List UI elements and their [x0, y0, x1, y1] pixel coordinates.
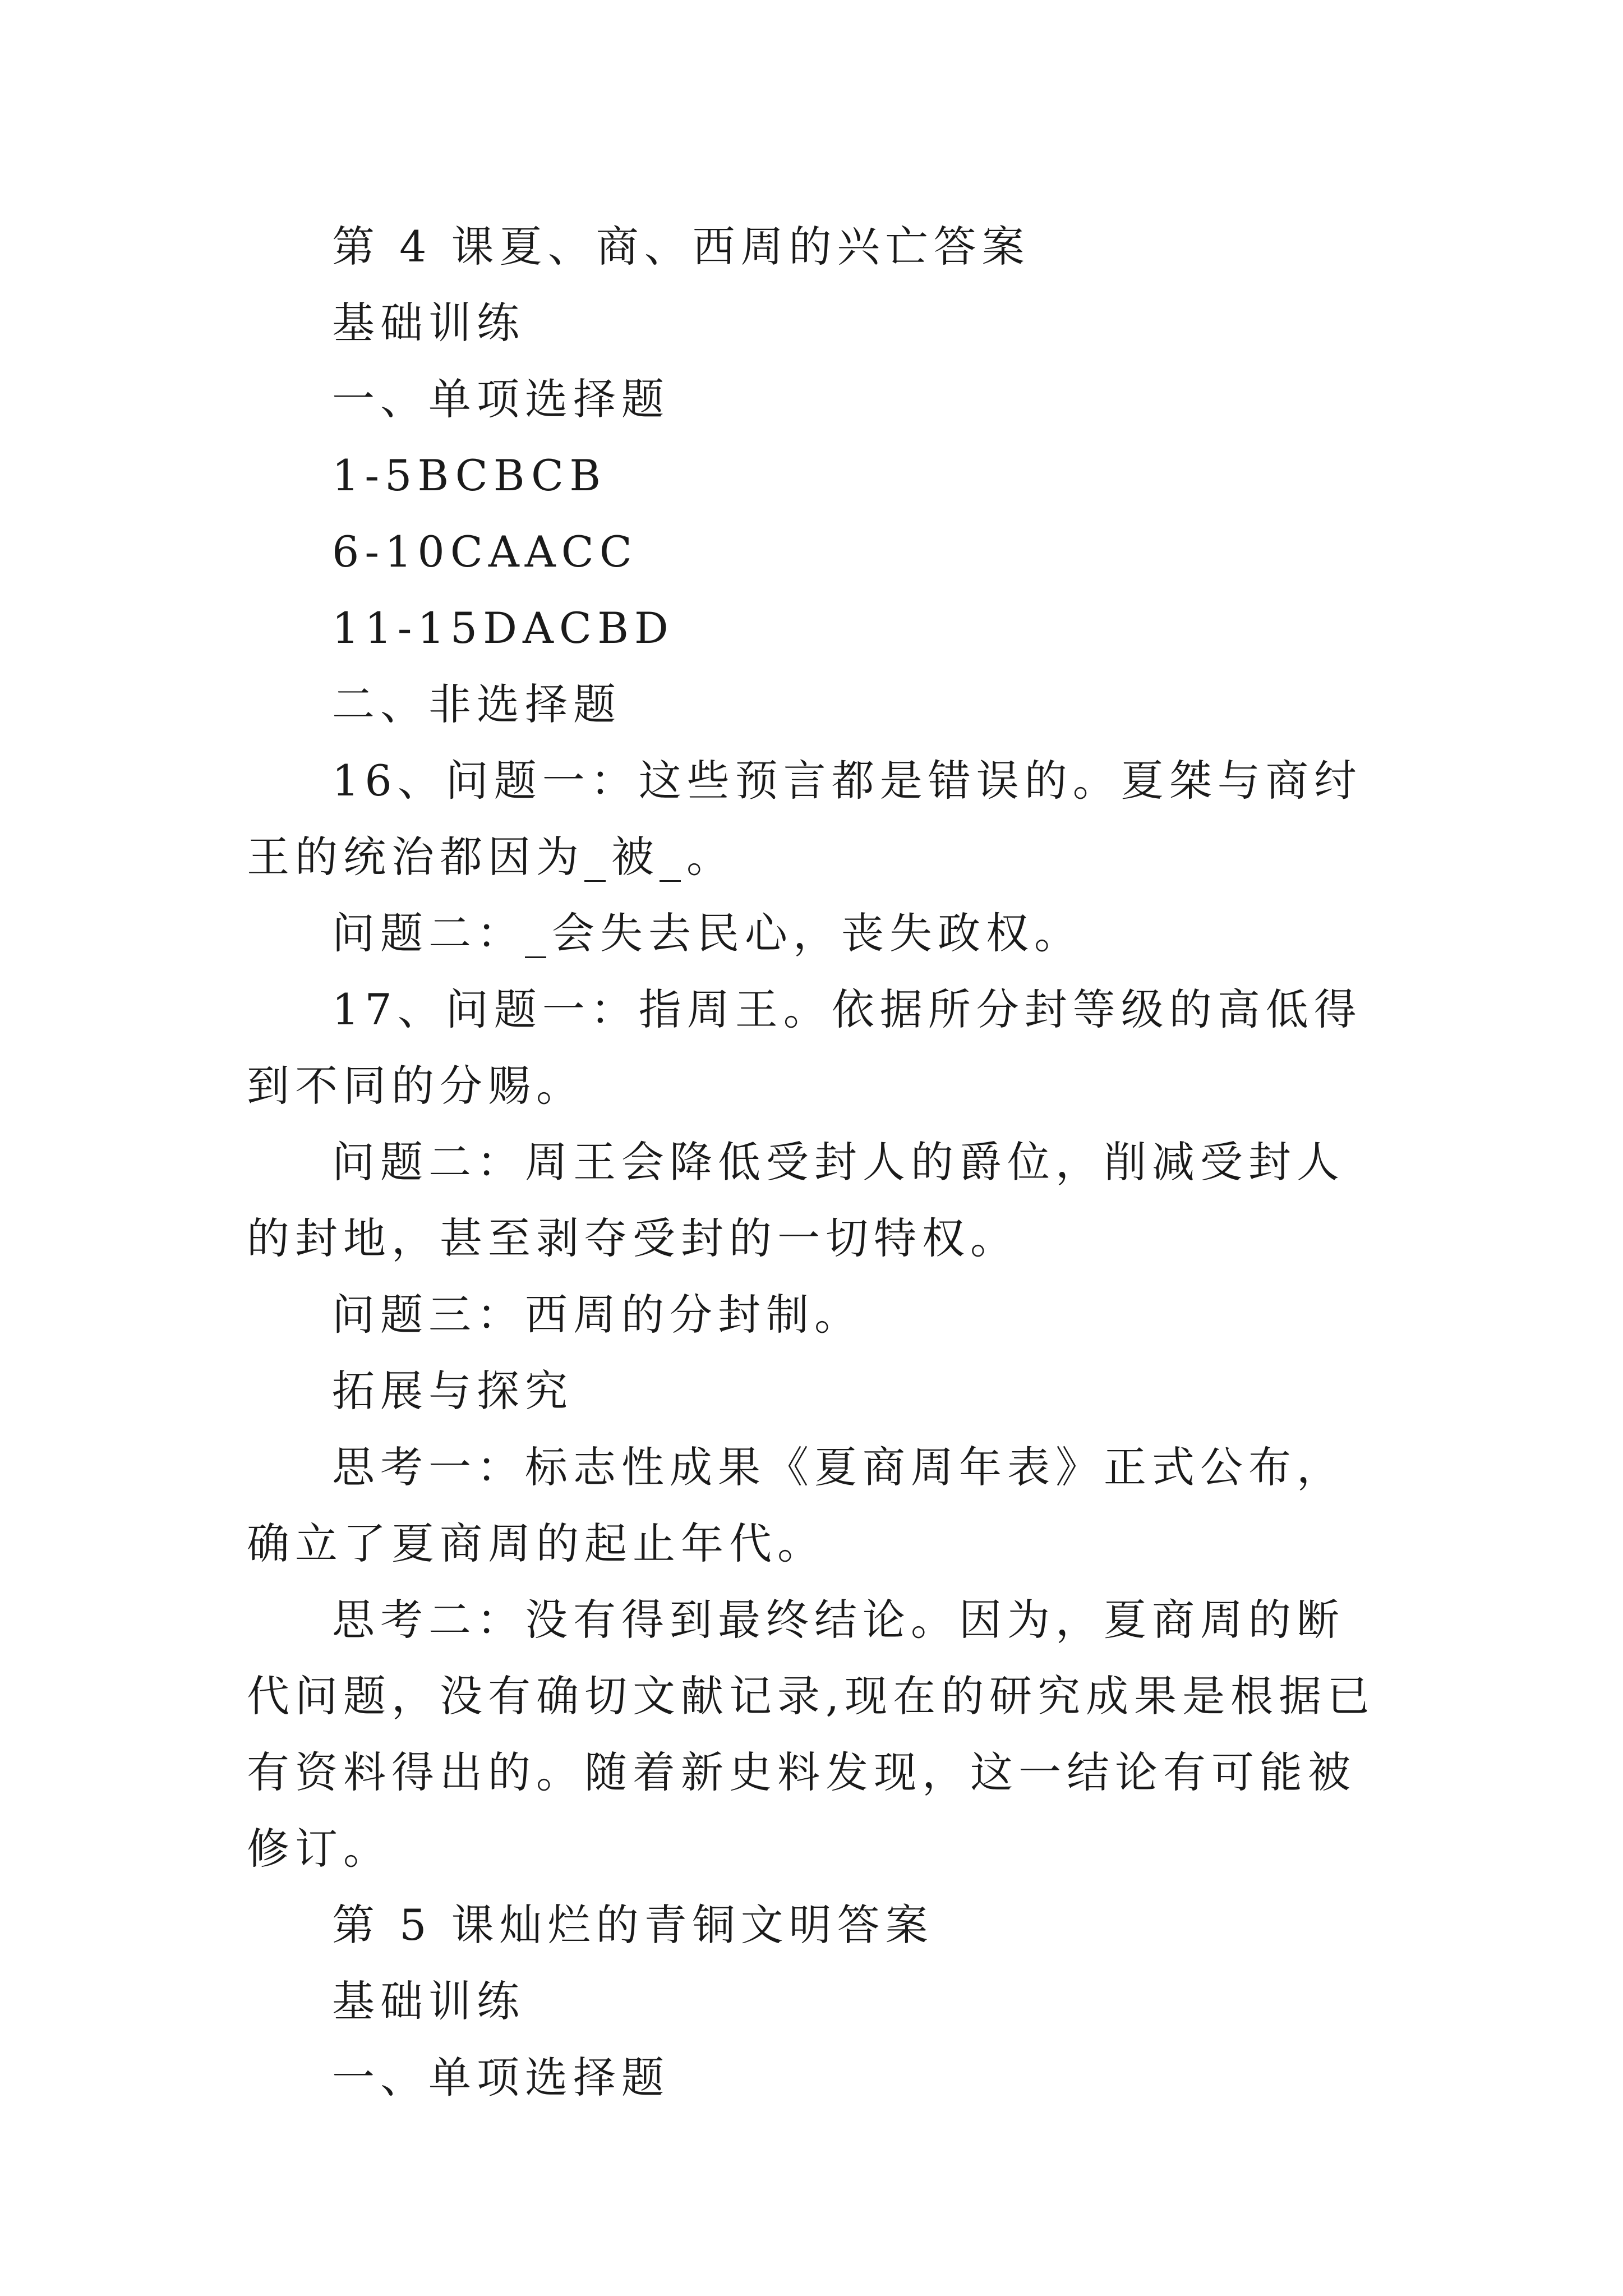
lesson-5-title: 第 5 课灿烂的青铜文明答案	[332, 1900, 934, 1950]
subsection-heading-multiple-choice-2: 一、单项选择题	[332, 2053, 670, 2102]
document-body	[247, 209, 1391, 2116]
section-heading-extension: 拓展与探究	[332, 1366, 573, 1416]
lesson-4-title: 第 4 课夏、商、西周的兴亡答案	[332, 222, 1030, 272]
answer-17-question-1: 17、问题一：指周王。依据所分封等级的高低得到不同的分赐。	[247, 984, 1362, 1111]
answer-17-question-3: 问题三：西周的分封制。	[332, 1290, 863, 1340]
section-heading-basic-training: 基础训练	[332, 298, 525, 348]
subsection-heading-non-choice: 二、非选择题	[332, 679, 621, 729]
section-heading-basic-training-2: 基础训练	[332, 1976, 525, 2026]
answer-17-question-2: 问题二：周王会降低受封人的爵位，削减受封人的封地，甚至剥夺受封的一切特权。	[247, 1137, 1345, 1263]
answer-line-11-15: 11-15DACBD	[332, 603, 674, 653]
answer-16-question-1: 16、问题一：这些预言都是错误的。夏桀与商纣王的统治都因为_被_。	[247, 756, 1362, 882]
answer-line-1-5: 1-5BCBCB	[332, 450, 607, 500]
answer-line-6-10: 6-10CAACC	[332, 527, 638, 577]
think-1-answer: 思考一：标志性成果《夏商周年表》正式公布，确立了夏商周的起止年代。	[247, 1442, 1345, 1568]
think-2-answer: 思考二：没有得到最终结论。因为，夏商周的断代问题，没有确切文献记录,现在的研究成果是根据已有资料得出的。随着新史料发现，这一结论有可能被修订。	[247, 1595, 1376, 1874]
answer-16-question-2: 问题二：_会失去民心，丧失政权。	[332, 908, 1082, 958]
subsection-heading-multiple-choice: 一、单项选择题	[332, 374, 670, 424]
